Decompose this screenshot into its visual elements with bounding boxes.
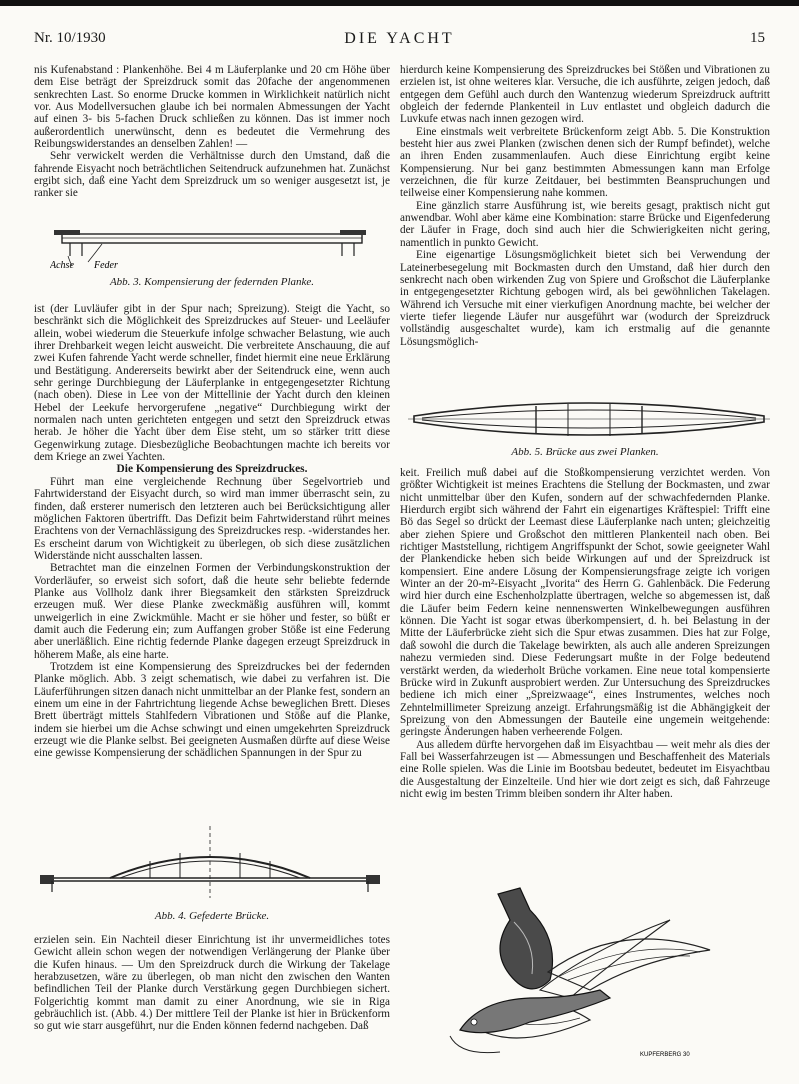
figure-3-caption: Abb. 3. Kompensierung der federnden Planke. [109, 276, 315, 288]
left-column-middle [34, 303, 390, 760]
section-heading: Die Kompensierung des Spreizdruckes. [116, 463, 308, 476]
left-column-top [34, 64, 390, 200]
paragraph: Sehr verwickelt werden die Verhältnisse durch den Umstand, daß die fahrende Eisyacht noch beträchtlichen Seitendruck aufzunehmen hat. Zunächst ergibt sich, daß eine Yacht dem Spreizdruck um so weniger ausgesetzt ist, je ranker sie [34, 150, 390, 200]
figure-4-caption: Abb. 4. Gefederte Brücke. [154, 910, 270, 922]
right-column-bottom [400, 467, 770, 800]
paragraph: Eine einstmals weit verbreitete Brückenform zeigt Abb. 5. Die Konstruktion besteht hier aus zwei Planken (zwischen denen sich der Rumpf befindet), welche an ihren Enden zusammenlaufen. Auch diese Einrichtung ergibt keine Kompensierung. Nur bei ganz bestimmten Abmessungen kann man Erfolge verzeichnen, die für kurze Zeitdauer, bei bestimmten Beanspruchungen und teilweise einer Kompensierung nahe kommen. [400, 125, 770, 200]
paragraph: keit. Freilich muß dabei auf die Stoßkompensierung verzichtet werden. Von größter Wichtigkeit ist meines Erachtens die Stellung der Bockmasten, und zwar nicht unmittelbar über den Kufen, sondern auf der schwachfedernden Planke. Hierdurch ergibt sich während der Fahrt ein eigenartiges Kräftespiel: Trifft eine Bö das Segel so drückt der Leemast diese Läuferplanke nach unten; gleichzeitig aber ziehen Spiere und Großschot den mittleren Plankenteil nach oben. Bei richtiger Maststellung, richtigem Angriffspunkt der Schot, sowie geeigneter Wahl der Plankendicke heben sich beide Wirkungen auf und der Spreizdruck ist kompensiert. Eine andere Lösung der Kompensierungsfrage zeigte ich vorigen Winter an der 20-m²-Eisyacht „Ivorita“ des Herrn G. Gahlenbäck. Die Federung wird hier durch eine Eschenholzplatte übertragen, welche so abgemessen ist, daß die Läufer beim Federn keine nennenswerten Winkelbewegungen ausführen können. Die Yacht ist sogar etwas überkompensiert, d. h. bei Belastung in der Mitte der Läuferbrücke zieht sich die Spur etwas zusammen. Dies hat zur Folge, daß sowohl die durch die Takelage bewirkten, als auch alle anderen Spreizungen nahezu vermieden sind. Diese Federungsart mußte in der Folge bedeutend verstärkt werden, da wiederholt Brüche vorkamen. Eine neue total kompensierte Brücke wird in Zukunft ausprobiert werden. Zur Untersuchung des Spreizdruckes bediene ich mich einer „Spreizwaage“, eines Instrumentes, welches noch Zehntelmillimeter Spreizung anzeigt. Erfahrungsmäßig ist die Abhängigkeit der Spreizung von den Abmessungen der Bauteile eine ungemein weitgehende: geringste Änderungen haben verheerende Folgen. [400, 467, 770, 739]
issue-number: Nr. 10/1930 [34, 30, 106, 46]
paragraph: Eine gänzlich starre Ausführung ist, wie bereits gesagt, praktisch nicht gut anwendbar. Wohl aber käme eine Kombination: starre Brücke und Eigenfederung der Läufer in Frage, doch sind auch hier die Schwierigkeiten nicht gering, namentlich in punkto Gewicht. [400, 199, 770, 249]
paragraph: Eine eigenartige Lösungsmöglichkeit bietet sich bei Verwendung der Lateinerbesegelung mit Bockmasten durch den Umstand, daß hier durch den senkrecht nach oben wirkenden Zug von Spiere und Großschot die Läuferplanke in entgegengesetzter Richtung gebogen wird, als bei gewöhnlichen Takelagen. Während ich Versuche mit einer vierkufigen Anordnung machte, bei welcher der vierte tiefer liegende Läufer nur ausgeführt war (wodurch der Spreizdruck vollständig ausgeschaltet wurde), kam ich erstmalig auf die genannte Lösungsmöglich- [400, 249, 770, 348]
paragraph: ist (der Luvläufer gibt in der Spur nach; Spreizung). Steigt die Yacht, so beschränkt sich die Möglichkeit des Spreizdruckes auf Steuer- und Leeläufer allein, wobei wiederum die Steuerkufe infolge schwacher Belastung, wie auch ihrer Drehbarkeit wegen leicht ausweicht. Die verbreitete Anschauung, die auf zwei Kufen fahrende Yacht werde schneller, findet hiermit eine neue Erklärung und Bestätigung. Andererseits bewirkt aber der Seitendruck eine, wenn auch sehr geringe Durchbiegung der Läuferplanke in entgegengesetzter Richtung (nach oben). Diese in Lee von der Mittellinie der Yacht durch den kleinen Hebel der Leekufe hervorgerufene „negative“ Durchbiegung wirkt der normalen nach unten gerichteten entgegen und setzt den Spreizdruck etwas herab. Je höher die Yacht über dem Eise steht, um so stärker tritt diese Gegenwirkung zutage. Diesbezügliche Beobachtungen machte ich bereits vor dem Kriege an zwei Yachten. [34, 303, 390, 464]
figure-5-diagram [408, 396, 770, 442]
page-number: 15 [750, 30, 765, 46]
paragraph: Aus alledem dürfte hervorgehen daß im Eisyachtbau — weit mehr als dies der Fall bei Wasserfahrzeugen ist — Abmessungen und Beschaffenheit des Materials eine Rolle spielen. Was die Linie im Bootsbau bedeutet, bedeutet im Eisyachtbau die Ausgestaltung der Einzelteile. Und hier wie dort zeigt es sich, daß Fahrzeuge nicht ewig im besten Trimm bleiben sondern ihr Alter haben. [400, 738, 770, 800]
figure-4-diagram [40, 826, 380, 906]
paragraph: nis Kufenabstand : Plankenhöhe. Bei 4 m Läuferplanke und 20 cm Höhe über dem Eise beträgt der Spreizdruck somit das 20fache der angenommenen senkrechten Last. So enorme Drucke kommen in Wirklichkeit natürlich nicht vor. Aus Modellversuchen glaube ich bei normalen Abmessungen der Yacht auf einen 3- bis 5-fachen Druck schließen zu können. Das ist immer noch außerordentlich unerwünscht, denn es bedeutet die Vermehrung des Reibungswiderstandes an denselben Zahlen! — [34, 64, 390, 151]
iceyacht-illustration [440, 880, 740, 1070]
paragraph: Betrachtet man die einzelnen Formen der Verbindungskonstruktion der Vorderläufer, so erweist sich sofort, daß die heute sehr beliebte federnde Planke aus Vollholz dank ihrer Biegsamkeit den stärksten Spreizdruck erzeugen muß. Wer diese Planke zweckmäßig ausführen will, kommt unweigerlich in eine Zwickmühle. Macht er sie höher und fester, so büßt er damit auch die Federung ein; zum Auffangen grober Stöße ist eine Federung aber unerläßlich. Eine richtig federnde Planke dagegen erzeugt Spreizdruck in höherem Maße, als eine harte. [34, 562, 390, 661]
paragraph: erzielen sein. Ein Nachteil dieser Einrichtung ist ihr unvermeidliches totes Gewicht allein schon wegen der notwendigen Verlängerung der Planke über die Kufen hinaus. — Um den Spreizdruck durch die Wirkung der Takelage herabzusetzen, wäre zu überlegen, ob man nicht den zwischen den Wanten befindlichen Teil der Planke durch Verstärkung gegen Durchbiegen sichert. Folgerichtig kommt man damit zu einer Anordnung, wie sie in Riga gebräuchlich ist. (Abb. 4.) Der mittlere Teil der Planke ist hier in Brückenform so gut wie starr ausgeführt, nur die Enden können federnd nachgeben. Daß [34, 934, 390, 1033]
label-achse: Achse [50, 260, 74, 271]
illustration-signature: KUPFERBERG 30 [640, 1052, 690, 1058]
paragraph: Trotzdem ist eine Kompensierung des Spreizdruckes bei der federnden Planke möglich. Abb. 3 zeigt schematisch, wie dabei zu verfahren ist. Die Läuferführungen sitzen danach nicht unmittelbar an der Planke fest, sondern an einem um eine in der Fahrtrichtung liegende Achse beweglichen Brett. Dieses Brett überträgt mittels Stahlfedern Vibrationen und Stöße auf die Planke, indem sie hierbei um die Achse schwingt und einen umgekehrten Spreizdruck erzeugt wie die Planke selbst. Bei geeigneten Ausmaßen dürfte auf diese Weise eine gewisse Kompensierung der schädlichen Spannungen in der Spur zu [34, 660, 390, 760]
figure-3-diagram [50, 224, 380, 272]
paragraph: Führt man eine vergleichende Rechnung über Segelvortrieb und Fahrtwiderstand der Eisyacht durch, so wird man immer überrascht sein, zu finden, daß ersterer numerisch den letzteren auch bei Berücksichtigung aller möglichen Faktoren übertrifft. Das Defizit beim Fahrtwiderstand rührt meines Erachtens von der Vernachlässigung des Spreizdruckes resp. -widerstandes her. Es erscheint darum von Wichtigkeit zu überlegen, ob sich diese zusätzlichen Widerstände nicht ausschalten lassen. [34, 475, 390, 562]
page-header [34, 30, 765, 54]
paragraph: hierdurch keine Kompensierung des Spreizdruckes bei Stößen und Vibrationen zu erzielen ist, ist ohne weiteres klar. Versuche, die ich ausführte, zeigen jedoch, daß entgegen dem Gefühl auch durch den Wantenzug wiederum Spreizdruck auftritt obgleich der federnde Plankenteil in Luv entlastet und obgleich dadurch die Luvkufe etwas nach innen gezogen wird. [400, 64, 770, 126]
right-column-top [400, 64, 770, 348]
figure-5-caption: Abb. 5. Brücke aus zwei Planken. [511, 446, 659, 458]
left-column-bottom [34, 934, 390, 1033]
top-border [0, 0, 799, 6]
magazine-title: DIE YACHT [344, 30, 455, 47]
label-feder: Feder [94, 260, 118, 271]
